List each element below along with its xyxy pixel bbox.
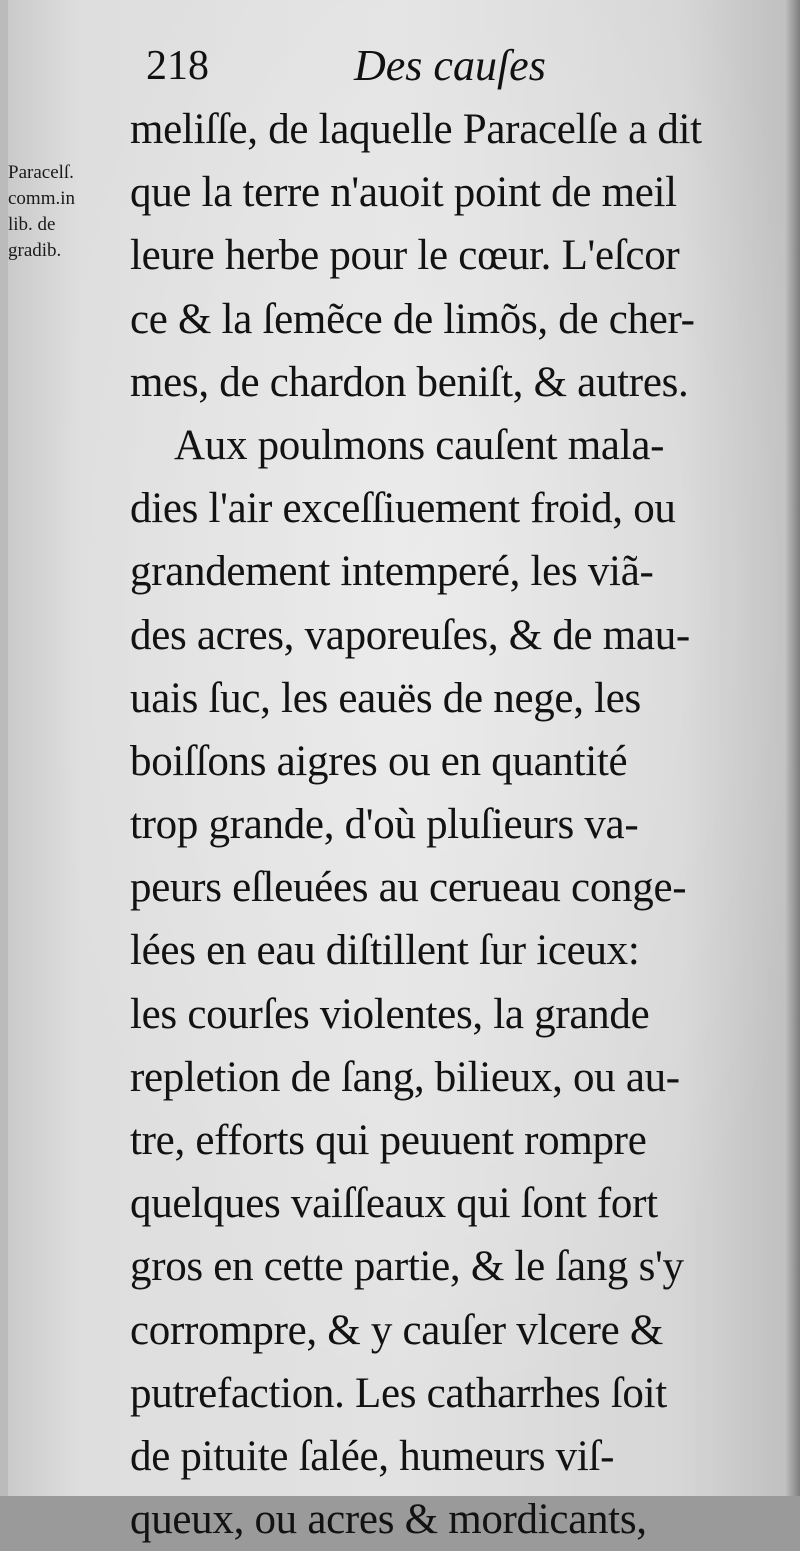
body-text	[130, 98, 750, 1551]
text-line: de pituite ſalée, humeurs viſ-	[130, 1432, 615, 1480]
text-line: mes, de chardon beniſt, & autres.	[130, 358, 689, 406]
margin-note-line: Paracelſ.	[8, 162, 74, 183]
text-line: corrompre, & y cauſer vlcere &	[130, 1306, 664, 1354]
page-left-edge	[0, 0, 8, 1496]
text-line: leure herbe pour le cœur. L'eſcor	[130, 232, 680, 280]
text-line: que la terre n'auoit point de meil	[130, 169, 677, 217]
page-header	[146, 40, 746, 100]
margin-note-line: lib. de	[8, 214, 56, 235]
text-line: tre, efforts qui peuuent rompre	[130, 1117, 647, 1164]
text-line: meliſſe, de laquelle Paracelſe a dit	[130, 106, 702, 153]
margin-note-line: gradib.	[8, 240, 62, 261]
page-gutter-shadow	[786, 0, 800, 1496]
text-line: queux, ou acres & mordicants,	[130, 1496, 647, 1544]
text-line: des acres, vaporeuſes, & de mau-	[130, 611, 690, 659]
text-line: ce & la ſemẽce de limõs, de cher-	[130, 295, 695, 343]
text-line: grandement intemperé, les viã-	[130, 548, 654, 596]
text-line: lées en eau diſtillent ſur iceux:	[130, 927, 640, 975]
text-line: dies l'air exceſſiuement froid, ou	[130, 485, 676, 533]
text-line: repletion de ſang, bilieux, ou au-	[130, 1053, 680, 1101]
margin-note	[8, 160, 130, 264]
margin-note-line: comm.in	[8, 188, 76, 209]
text-line: trop grande, d'où pluſieurs va-	[130, 801, 639, 849]
text-line: boiſſons aigres ou en quantité	[130, 737, 628, 785]
paragraph-start-line: Aux poulmons cauſent mala-	[174, 421, 665, 469]
text-line: putrefaction. Les catharrhes ſoit	[130, 1369, 667, 1417]
text-line: les courſes violentes, la grande	[130, 990, 650, 1038]
text-line: peurs eſleuées au cerueau conge-	[130, 864, 687, 912]
running-title: Des cauſes	[354, 41, 546, 90]
page-number: 218	[146, 43, 209, 89]
text-line: quelques vaiſſeaux qui ſont fort	[130, 1180, 658, 1228]
text-line: uais ſuc, les eauës de nege, les	[130, 674, 641, 722]
text-line: gros en cette partie, & le ſang s'y	[130, 1243, 684, 1291]
